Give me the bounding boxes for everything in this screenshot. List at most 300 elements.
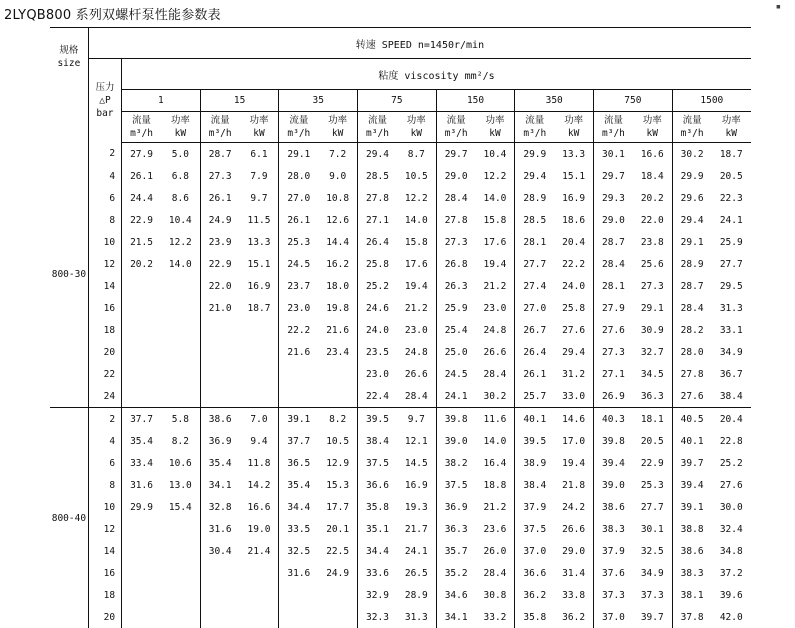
power-header — [476, 112, 515, 143]
flow-value: 39.4 — [594, 452, 633, 474]
power-value: 30.9 — [633, 319, 672, 341]
pressure-value: 14 — [88, 540, 121, 562]
power-value: 15.3 — [318, 474, 357, 496]
power-value: 19.3 — [397, 496, 436, 518]
power-value: 26.6 — [397, 363, 436, 385]
power-value: 10.4 — [161, 209, 200, 231]
flow-value — [279, 363, 318, 385]
table-row — [50, 496, 751, 518]
flow-value: 40.1 — [672, 430, 711, 452]
pressure-value: 16 — [88, 562, 121, 584]
power-label: 功率 — [712, 114, 751, 127]
power-label: 功率 — [240, 114, 279, 127]
flow-value: 40.5 — [672, 408, 711, 431]
power-value: 9.7 — [240, 187, 279, 209]
power-value: 22.0 — [633, 209, 672, 231]
power-value: 29.4 — [554, 341, 593, 363]
pressure-value: 6 — [88, 452, 121, 474]
flow-value: 39.0 — [436, 430, 475, 452]
power-value: 39.7 — [633, 606, 672, 628]
power-value — [240, 584, 279, 606]
viscosity-value: 35 — [279, 90, 358, 112]
power-label: 功率 — [318, 114, 357, 127]
table-row — [50, 452, 751, 474]
flow-value: 35.8 — [515, 606, 554, 628]
power-value: 14.0 — [476, 430, 515, 452]
power-value: 23.6 — [476, 518, 515, 540]
table-row — [50, 474, 751, 496]
flow-value: 38.3 — [672, 562, 711, 584]
power-value: 26.6 — [554, 518, 593, 540]
flow-value: 37.0 — [515, 540, 554, 562]
flow-value: 27.9 — [122, 143, 161, 166]
power-value: 16.9 — [554, 187, 593, 209]
flow-value: 29.9 — [515, 143, 554, 166]
power-value: 14.0 — [476, 187, 515, 209]
power-value: 18.4 — [633, 165, 672, 187]
power-value: 25.6 — [633, 253, 672, 275]
flow-value: 25.4 — [436, 319, 475, 341]
flow-value: 26.4 — [515, 341, 554, 363]
power-unit: kW — [554, 127, 593, 140]
power-value: 30.2 — [476, 385, 515, 408]
power-value: 12.2 — [397, 187, 436, 209]
flow-value: 24.6 — [358, 297, 397, 319]
power-value: 12.2 — [161, 231, 200, 253]
power-value: 23.4 — [318, 341, 357, 363]
power-value: 31.2 — [554, 363, 593, 385]
performance-table — [50, 27, 751, 628]
power-value: 5.8 — [161, 408, 200, 431]
table-row — [50, 165, 751, 187]
flow-value: 27.0 — [515, 297, 554, 319]
power-value: 16.9 — [240, 275, 279, 297]
power-value — [240, 385, 279, 408]
power-label: 功率 — [161, 114, 200, 127]
flow-value: 24.0 — [358, 319, 397, 341]
flow-value: 38.9 — [515, 452, 554, 474]
power-value — [318, 584, 357, 606]
flow-value: 40.3 — [594, 408, 633, 431]
power-value: 11.5 — [240, 209, 279, 231]
flow-value: 39.7 — [672, 452, 711, 474]
flow-value: 30.4 — [200, 540, 239, 562]
power-unit: kW — [633, 127, 672, 140]
power-value: 25.8 — [554, 297, 593, 319]
pressure-value: 4 — [88, 165, 121, 187]
flow-value: 29.1 — [279, 143, 318, 166]
flow-header — [515, 112, 554, 143]
power-value: 24.0 — [554, 275, 593, 297]
pressure-value: 2 — [88, 143, 121, 166]
flow-value: 38.3 — [594, 518, 633, 540]
power-unit: kW — [161, 127, 200, 140]
power-header — [240, 112, 279, 143]
power-header — [318, 112, 357, 143]
flow-value: 29.6 — [672, 187, 711, 209]
power-value: 8.6 — [161, 187, 200, 209]
flow-value: 24.5 — [436, 363, 475, 385]
viscosity-value: 350 — [515, 90, 594, 112]
pressure-value: 20 — [88, 606, 121, 628]
power-value: 38.4 — [712, 385, 751, 408]
power-value: 7.9 — [240, 165, 279, 187]
power-value: 14.2 — [240, 474, 279, 496]
power-value: 12.6 — [318, 209, 357, 231]
power-header — [161, 112, 200, 143]
power-value: 24.8 — [397, 341, 436, 363]
flow-unit: m³/h — [515, 127, 554, 140]
pressure-value: 14 — [88, 275, 121, 297]
flow-value: 27.3 — [594, 341, 633, 363]
flow-value: 26.8 — [436, 253, 475, 275]
power-value — [240, 363, 279, 385]
flow-value: 27.1 — [594, 363, 633, 385]
power-value: 28.4 — [476, 562, 515, 584]
flow-value: 27.3 — [436, 231, 475, 253]
flow-value: 38.2 — [436, 452, 475, 474]
table-row — [50, 385, 751, 408]
power-value: 16.6 — [633, 143, 672, 166]
flow-value — [200, 319, 239, 341]
document-title: 2LYQB800 系列双螺杆泵性能参数表 — [4, 4, 221, 23]
power-value — [161, 297, 200, 319]
flow-value — [122, 540, 161, 562]
power-unit: kW — [397, 127, 436, 140]
flow-value: 31.6 — [200, 518, 239, 540]
flow-value: 28.7 — [200, 143, 239, 166]
flow-value: 37.5 — [515, 518, 554, 540]
flow-value: 35.7 — [436, 540, 475, 562]
flow-label: 流量 — [594, 114, 633, 127]
pressure-symbol: △P — [89, 94, 121, 107]
flow-header — [279, 112, 318, 143]
flow-label: 流量 — [201, 114, 240, 127]
flow-value: 23.9 — [200, 231, 239, 253]
flow-value: 29.0 — [594, 209, 633, 231]
power-value: 37.2 — [712, 562, 751, 584]
flow-value: 26.7 — [515, 319, 554, 341]
pressure-value: 18 — [88, 319, 121, 341]
power-value: 20.2 — [633, 187, 672, 209]
power-unit: kW — [318, 127, 357, 140]
flow-value: 36.9 — [436, 496, 475, 518]
power-value: 8.7 — [397, 143, 436, 166]
flow-value: 20.2 — [122, 253, 161, 275]
flow-unit: m³/h — [594, 127, 633, 140]
power-value — [161, 584, 200, 606]
flow-value: 36.3 — [436, 518, 475, 540]
pressure-value: 8 — [88, 474, 121, 496]
power-value: 34.9 — [712, 341, 751, 363]
flow-value: 34.6 — [436, 584, 475, 606]
flow-value: 38.6 — [594, 496, 633, 518]
viscosity-value: 750 — [594, 90, 673, 112]
power-value: 28.4 — [476, 363, 515, 385]
flow-value: 32.8 — [200, 496, 239, 518]
viscosity-value: 1500 — [672, 90, 751, 112]
power-label: 功率 — [633, 114, 672, 127]
power-value — [161, 540, 200, 562]
pressure-value: 18 — [88, 584, 121, 606]
flow-value: 28.2 — [672, 319, 711, 341]
power-value: 30.8 — [476, 584, 515, 606]
power-value: 31.3 — [397, 606, 436, 628]
power-value: 31.3 — [712, 297, 751, 319]
flow-value: 28.5 — [515, 209, 554, 231]
flow-value: 34.4 — [358, 540, 397, 562]
pressure-value: 20 — [88, 341, 121, 363]
power-unit: kW — [712, 127, 751, 140]
flow-value: 34.1 — [200, 474, 239, 496]
viscosity-value: 75 — [358, 90, 437, 112]
spec-label: 规格 — [50, 44, 88, 57]
power-value: 20.4 — [712, 408, 751, 431]
flow-value: 39.8 — [594, 430, 633, 452]
power-value: 14.5 — [397, 452, 436, 474]
viscosity-header: 粘度 viscosity mm²/s — [122, 59, 751, 90]
power-value: 24.9 — [318, 562, 357, 584]
power-value — [161, 562, 200, 584]
power-value: 9.0 — [318, 165, 357, 187]
flow-value: 30.1 — [594, 143, 633, 166]
flow-value: 35.4 — [200, 452, 239, 474]
power-value: 14.4 — [318, 231, 357, 253]
power-value: 17.6 — [397, 253, 436, 275]
power-value: 13.3 — [554, 143, 593, 166]
power-value: 18.8 — [476, 474, 515, 496]
power-value: 24.8 — [476, 319, 515, 341]
power-value: 5.0 — [161, 143, 200, 166]
flow-value: 24.5 — [279, 253, 318, 275]
flow-value: 37.6 — [594, 562, 633, 584]
power-value: 25.2 — [712, 452, 751, 474]
flow-value: 27.6 — [594, 319, 633, 341]
power-value: 33.1 — [712, 319, 751, 341]
flow-value: 28.4 — [436, 187, 475, 209]
flow-value: 26.1 — [515, 363, 554, 385]
power-value: 21.2 — [476, 496, 515, 518]
edge-mark: ▪ — [776, 2, 781, 12]
flow-value — [279, 385, 318, 408]
power-value: 34.9 — [633, 562, 672, 584]
model-size: 800-30 — [50, 143, 88, 408]
flow-value: 39.8 — [436, 408, 475, 431]
flow-value: 27.7 — [515, 253, 554, 275]
power-value: 12.2 — [476, 165, 515, 187]
power-value: 18.7 — [712, 143, 751, 166]
pressure-label: 压力 — [89, 81, 121, 94]
flow-header — [594, 112, 633, 143]
flow-value: 27.8 — [436, 209, 475, 231]
power-value: 24.2 — [554, 496, 593, 518]
pressure-value: 16 — [88, 297, 121, 319]
power-value: 32.7 — [633, 341, 672, 363]
power-value: 28.9 — [397, 584, 436, 606]
flow-value — [279, 584, 318, 606]
flow-value: 32.9 — [358, 584, 397, 606]
flow-value: 39.0 — [594, 474, 633, 496]
flow-label: 流量 — [358, 114, 397, 127]
table-row — [50, 562, 751, 584]
flow-value: 36.2 — [515, 584, 554, 606]
flow-value: 33.5 — [279, 518, 318, 540]
power-value: 15.1 — [554, 165, 593, 187]
flow-header — [436, 112, 475, 143]
power-value: 22.3 — [712, 187, 751, 209]
flow-value: 38.6 — [672, 540, 711, 562]
flow-value: 25.7 — [515, 385, 554, 408]
flow-value: 38.4 — [515, 474, 554, 496]
power-value: 25.3 — [633, 474, 672, 496]
power-value: 21.4 — [240, 540, 279, 562]
power-value: 13.3 — [240, 231, 279, 253]
flow-value: 36.5 — [279, 452, 318, 474]
flow-value: 37.9 — [594, 540, 633, 562]
power-value: 14.6 — [554, 408, 593, 431]
power-value: 30.0 — [712, 496, 751, 518]
flow-value: 38.4 — [358, 430, 397, 452]
flow-value: 26.4 — [358, 231, 397, 253]
flow-value: 34.1 — [436, 606, 475, 628]
power-value: 10.4 — [476, 143, 515, 166]
flow-value — [122, 363, 161, 385]
flow-value — [122, 562, 161, 584]
power-value: 19.8 — [318, 297, 357, 319]
power-value: 22.9 — [633, 452, 672, 474]
table-row — [50, 584, 751, 606]
flow-value: 40.1 — [515, 408, 554, 431]
power-unit: kW — [240, 127, 279, 140]
power-value: 19.4 — [397, 275, 436, 297]
power-value: 10.5 — [318, 430, 357, 452]
flow-value: 36.9 — [200, 430, 239, 452]
power-value: 26.6 — [476, 341, 515, 363]
power-value: 27.6 — [712, 474, 751, 496]
flow-unit: m³/h — [201, 127, 240, 140]
power-value: 34.8 — [712, 540, 751, 562]
power-value: 19.0 — [240, 518, 279, 540]
power-value: 17.6 — [476, 231, 515, 253]
power-value — [318, 385, 357, 408]
flow-value: 35.4 — [122, 430, 161, 452]
flow-value: 37.0 — [594, 606, 633, 628]
speed-header: 转速 SPEED n=1450r/min — [88, 28, 751, 59]
flow-value: 28.9 — [515, 187, 554, 209]
power-value: 12.9 — [318, 452, 357, 474]
flow-value: 29.4 — [672, 209, 711, 231]
flow-value: 28.7 — [594, 231, 633, 253]
flow-value: 37.3 — [594, 584, 633, 606]
flow-value: 30.2 — [672, 143, 711, 166]
power-value: 16.9 — [397, 474, 436, 496]
power-value — [161, 518, 200, 540]
power-value: 33.8 — [554, 584, 593, 606]
flow-value: 29.9 — [672, 165, 711, 187]
flow-value: 23.0 — [279, 297, 318, 319]
flow-value: 21.0 — [200, 297, 239, 319]
flow-value: 26.3 — [436, 275, 475, 297]
flow-value: 39.4 — [672, 474, 711, 496]
flow-value: 34.4 — [279, 496, 318, 518]
pressure-value: 24 — [88, 385, 121, 408]
power-value: 31.4 — [554, 562, 593, 584]
flow-value: 27.0 — [279, 187, 318, 209]
flow-value: 35.4 — [279, 474, 318, 496]
table-row — [50, 430, 751, 452]
flow-value — [122, 297, 161, 319]
flow-value: 29.4 — [358, 143, 397, 166]
power-value: 26.5 — [397, 562, 436, 584]
power-value: 23.0 — [476, 297, 515, 319]
power-value: 26.0 — [476, 540, 515, 562]
power-value: 25.9 — [712, 231, 751, 253]
spec-header — [50, 28, 88, 143]
power-value: 9.4 — [240, 430, 279, 452]
flow-value: 39.1 — [672, 496, 711, 518]
flow-unit: m³/h — [122, 127, 161, 140]
flow-value: 28.1 — [594, 275, 633, 297]
power-value: 14.0 — [397, 209, 436, 231]
table-row — [50, 540, 751, 562]
flow-value: 22.9 — [122, 209, 161, 231]
power-value: 18.1 — [633, 408, 672, 431]
power-value: 34.5 — [633, 363, 672, 385]
flow-value: 27.6 — [672, 385, 711, 408]
power-value: 21.2 — [476, 275, 515, 297]
power-value: 39.6 — [712, 584, 751, 606]
flow-header — [672, 112, 711, 143]
flow-value: 26.1 — [200, 187, 239, 209]
power-value: 20.4 — [554, 231, 593, 253]
flow-value: 25.8 — [358, 253, 397, 275]
flow-value — [122, 385, 161, 408]
power-header — [712, 112, 751, 143]
power-value: 14.0 — [161, 253, 200, 275]
flow-value: 29.0 — [436, 165, 475, 187]
power-value: 15.8 — [397, 231, 436, 253]
flow-unit: m³/h — [358, 127, 397, 140]
flow-value: 37.7 — [279, 430, 318, 452]
power-value: 23.8 — [633, 231, 672, 253]
flow-value — [122, 275, 161, 297]
flow-value: 32.5 — [279, 540, 318, 562]
power-value: 16.6 — [240, 496, 279, 518]
flow-value — [200, 341, 239, 363]
power-value: 19.4 — [476, 253, 515, 275]
power-value: 32.5 — [633, 540, 672, 562]
flow-value: 28.4 — [672, 297, 711, 319]
power-value: 20.1 — [318, 518, 357, 540]
table-row — [50, 231, 751, 253]
table-row — [50, 319, 751, 341]
flow-label: 流量 — [437, 114, 476, 127]
power-value: 10.5 — [397, 165, 436, 187]
pressure-value: 22 — [88, 363, 121, 385]
power-value: 18.7 — [240, 297, 279, 319]
power-value: 15.8 — [476, 209, 515, 231]
power-label: 功率 — [476, 114, 515, 127]
power-label: 功率 — [554, 114, 593, 127]
power-value: 8.2 — [161, 430, 200, 452]
power-value: 16.4 — [476, 452, 515, 474]
power-value: 11.8 — [240, 452, 279, 474]
power-value: 24.1 — [397, 540, 436, 562]
flow-value: 35.2 — [436, 562, 475, 584]
flow-value — [200, 363, 239, 385]
flow-value: 25.0 — [436, 341, 475, 363]
flow-value: 26.1 — [122, 165, 161, 187]
